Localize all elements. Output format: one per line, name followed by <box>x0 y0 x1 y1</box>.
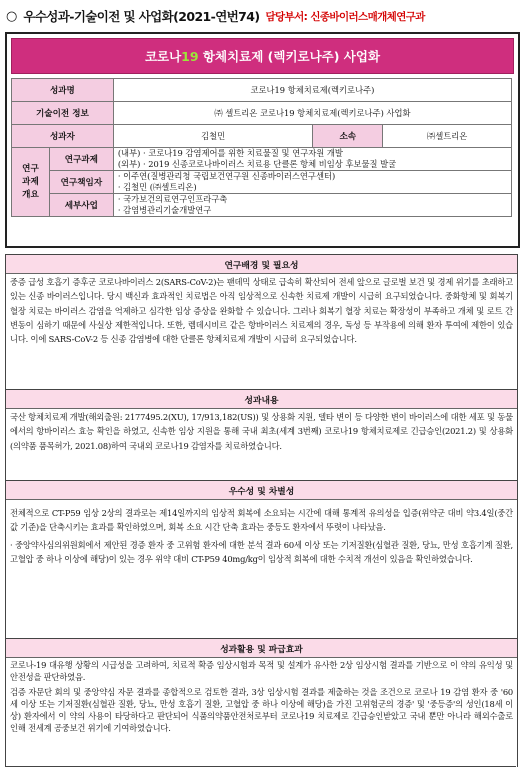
section-title: 우수성 및 차별성 <box>6 481 517 500</box>
result-name-label: 성과명 <box>12 79 114 102</box>
info-row-result <box>12 79 512 102</box>
info-row-author <box>12 125 512 148</box>
section-body <box>6 274 517 347</box>
section-utilization <box>5 638 518 767</box>
banner-title-number: 19 <box>181 49 199 64</box>
project-detail-label: 세부사업 <box>49 194 113 217</box>
bottom-rule <box>5 766 516 767</box>
section-paragraph: 검증 자문단 회의 및 중앙약심 자문 결과를 종합적으로 검토한 결과, 3상 임상시험 결과를 제출하는 것을 조건으로 코로나 19 감염 환자 중 '60세 이상 또는 기저질환(심혈관 질환, 당뇨, 만성 호흡기 질환, 고혈압 중 하나 이상에 해당)을 가진 고위험군의 경증' 및 '중등증'의 성인(18세 이상) 환자에서 이 약의 사용이 타당하다고 판단되어 식품의약품안전처로부터 코로나19 치료제로 긴급승인받았고 국내 뿐만 아니라 해외수출로 인해 전세계 공중보건 위기에 기여하였습니다. <box>10 687 513 733</box>
info-table <box>11 78 512 217</box>
affiliation-value: ㈜셀트리온 <box>383 125 512 148</box>
info-row-transfer <box>12 102 512 125</box>
section-paragraph: 국산 항체치료제 개발(해외출원: 2177495.2(XU), 17/913,182(US)) 및 상용화 지원, 델타 변이 등 다양한 변이 바이러스에 대한 세포 및 동물에서의 항바이러스 효능 확인을 하였고, 신속한 임상 지원을 통해 국내 최초(세계 3번째) 코로나19 항체치료제로 긴급승인(2021.2) 및 상용화(의약품 품목허가, 2021.08)하여 국내외 코로나19 감염자를 치료하였습니다. <box>10 412 513 451</box>
project-detail-value <box>113 194 511 217</box>
document-header <box>6 6 521 26</box>
info-row-lead <box>12 171 512 194</box>
project-line-external: (외부) · 2019 신종코로나바이러스 치료용 단클론 항체 비임상 후보물질 발굴 <box>117 159 397 169</box>
project-detail-line-2: · 감염병관리기술개발연구 <box>117 205 212 215</box>
author-value: 김철민 <box>113 125 313 148</box>
section-paragraph: 중증 급성 호흡기 증후군 코로나바이러스 2(SARS-CoV-2)는 팬데믹 상태로 급속히 확산되어 전세 앞으로 글로벌 보건 및 경제 위기를 초래하고 있는 신종 바이러스입니다. 당시 백신과 효과적인 치료법은 아직 임상적으로 신속한 치료제 개발이 시급히 요구되었습니다. 중화항체 및 회복기 혈장 치료는 바이러스 감염을 억제하고 심각한 임상 증상을 완화할 수 있습니다. 그러나 회복기 혈장 치료는 확장성이 부족하고 개체 및 로트 간 변동이 심하기 때문에 사실상 제한적입니다. 또한, 렘데시비르 같은 항바이러스 치료제의 경우, 독성 등 부작용에 의해 환자 투여에 제한이 있습니다. 이에 SARS-CoV-2 등 신종 감염병에 대한 단클론 항체치료제 개발이 시급히 요구되었습니다. <box>10 277 514 345</box>
section-results <box>5 389 518 481</box>
transfer-label: 기술이전 정보 <box>12 102 114 125</box>
section-paragraph: · 중앙약사심의위원회에서 제안된 경증 환자 중 고위험 환자에 대한 분석 결과 60세 이상 또는 기저질환(심혈관 질환, 당뇨, 만성 호흡기계 질환, 고혈압 중 하나 이상에 해당)이 있는 경우 위약 대비 CT-P59 40mg/kg이 임상적 회복에 대한 수치적 개선이 있음을 확인하였습니다. <box>10 539 513 564</box>
lead-label: 연구책임자 <box>49 171 113 194</box>
project-line-internal: (내부) · 코로나19 감염제어를 위한 치료물질 및 연구자원 개발 <box>117 148 343 158</box>
section-title: 연구배경 및 필요성 <box>6 255 517 274</box>
section-body <box>6 658 517 735</box>
banner-title-post: 항체치료제 (렉키로나주) 사업화 <box>198 49 381 64</box>
lead-line-1: · 이주연(질병관리청 국립보건연구원 신종바이러스연구센터) <box>117 171 336 181</box>
section-background <box>5 254 518 390</box>
section-excellence <box>5 480 518 639</box>
title-banner <box>11 38 514 74</box>
project-value <box>113 148 511 171</box>
lead-line-2: · 김철민 (㈜셀트리온) <box>117 182 197 192</box>
department-label: 담당부서: 신종바이러스매개체연구과 <box>265 10 425 23</box>
section-paragraph: 코로나-19 대유행 상황의 시급성을 고려하여, 치료적 확증 임상시험과 목적 및 설계가 유사한 2상 임상시험 결과를 기반으로 이 약의 유익성 및 안전성을 판단하였음. <box>10 660 513 682</box>
section-paragraph: 전체적으로 CT-P59 임상 2상의 결과로는 제14일까지의 임상적 회복에 소요되는 시간에 대해 통계적 유의성을 입증(위약군 대비 약3.4일(중간값 기준)을 단축시키는 효과를 확인하였으며, 회복 소요 시간 단축 효과는 중등도 환자에서 뚜렷이 나타났음. <box>10 508 513 533</box>
section-title: 성과활용 및 파급효과 <box>6 639 517 658</box>
lead-value <box>113 171 511 194</box>
banner-title <box>145 47 380 65</box>
info-row-project <box>12 148 512 171</box>
section-body <box>6 409 517 454</box>
author-label: 성과자 <box>12 125 114 148</box>
transfer-value: ㈜ 셀트리온 코로나19 항체치료제(렉키로나주) 사업화 <box>113 102 511 125</box>
project-label: 연구과제 <box>49 148 113 171</box>
circle-bullet-icon: ○ <box>6 8 18 24</box>
document-title: 우수성과-기술이전 및 사업화(2021-연번74) <box>23 9 260 24</box>
summary-frame <box>5 32 520 248</box>
overview-label: 연구 과제 개요 <box>12 148 50 217</box>
affiliation-label: 소속 <box>313 125 383 148</box>
banner-title-pre: 코로나 <box>144 49 182 64</box>
section-body <box>6 500 517 567</box>
info-row-detail <box>12 194 512 217</box>
project-detail-line-1: · 국가보건의료연구인프라구축 <box>117 194 228 204</box>
result-name-value: 코로나19 항체치료제(렉키로나주) <box>113 79 511 102</box>
section-title: 성과내용 <box>6 390 517 409</box>
